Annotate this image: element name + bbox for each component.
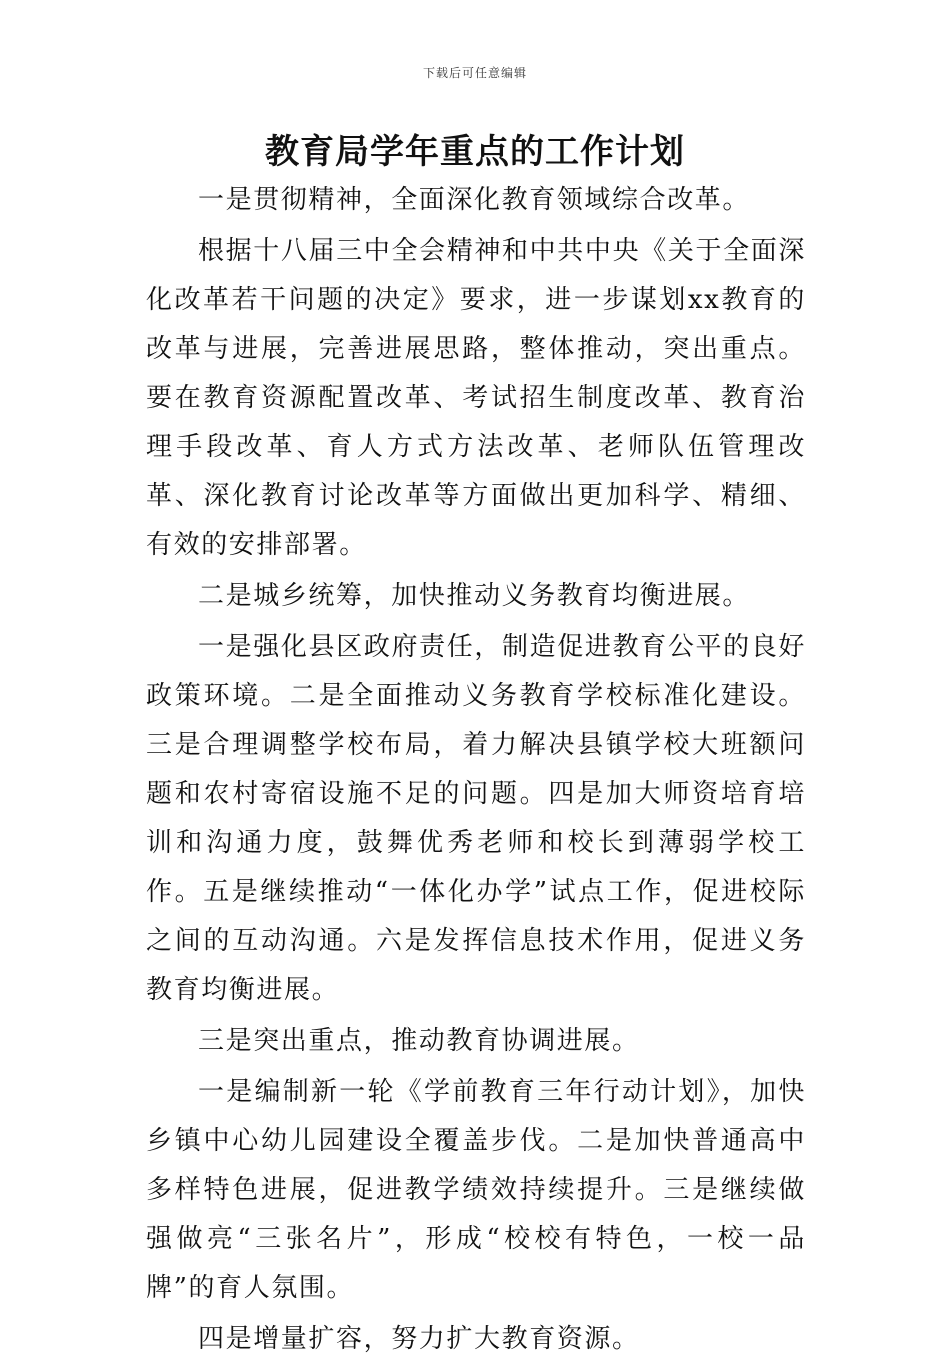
section-heading-2: 二是城乡统筹，加快推动义务教育均衡进展。 — [198, 581, 751, 611]
page-title: 教育局学年重点的工作计划 — [265, 132, 685, 172]
section-heading-4: 四是增量扩容，努力扩大教育资源。 — [198, 1324, 640, 1354]
paragraph-1: 根据十八届三中全会精神和中共中央《关于全面深化改革若干问题的决定》要求，进一步谋划xx教育的改革与进展，完善进展思路，整体推动，突出重点。要在教育资源配置改革、考试招生制度改革、教育治理手段改革、育人方式方法改革、老师队伍管理改革、深化教育讨论改革等方面做出更加科学、精细、有效的安排部署。 — [146, 236, 806, 560]
paragraph-3: 一是编制新一轮《学前教育三年行动计划》，加快乡镇中心幼儿园建设全覆盖步伐。二是加快普通高中多样特色进展，促进教学绩效持续提升。三是继续做强做亮“三张名片”，形成“校校有特色，一校一品牌”的育人氛围。 — [146, 1077, 806, 1303]
section-heading-1: 一是贯彻精神，全面深化教育领域综合改革。 — [198, 185, 751, 215]
document-body — [146, 176, 806, 1366]
section-heading-3: 三是突出重点，推动教育协调进展。 — [198, 1026, 640, 1056]
paragraph-2: 一是强化县区政府责任，制造促进教育公平的良好政策环境。二是全面推动义务教育学校标准化建设。三是合理调整学校布局，着力解决县镇学校大班额问题和农村寄宿设施不足的问题。四是加大师资培育培训和沟通力度，鼓舞优秀老师和校长到薄弱学校工作。五是继续推动“一体化办学”试点工作，促进校际之间的互动沟通。六是发挥信息技术作用，促进义务教育均衡进展。 — [146, 632, 806, 1005]
header-note: 下载后可任意编辑 — [422, 66, 527, 80]
